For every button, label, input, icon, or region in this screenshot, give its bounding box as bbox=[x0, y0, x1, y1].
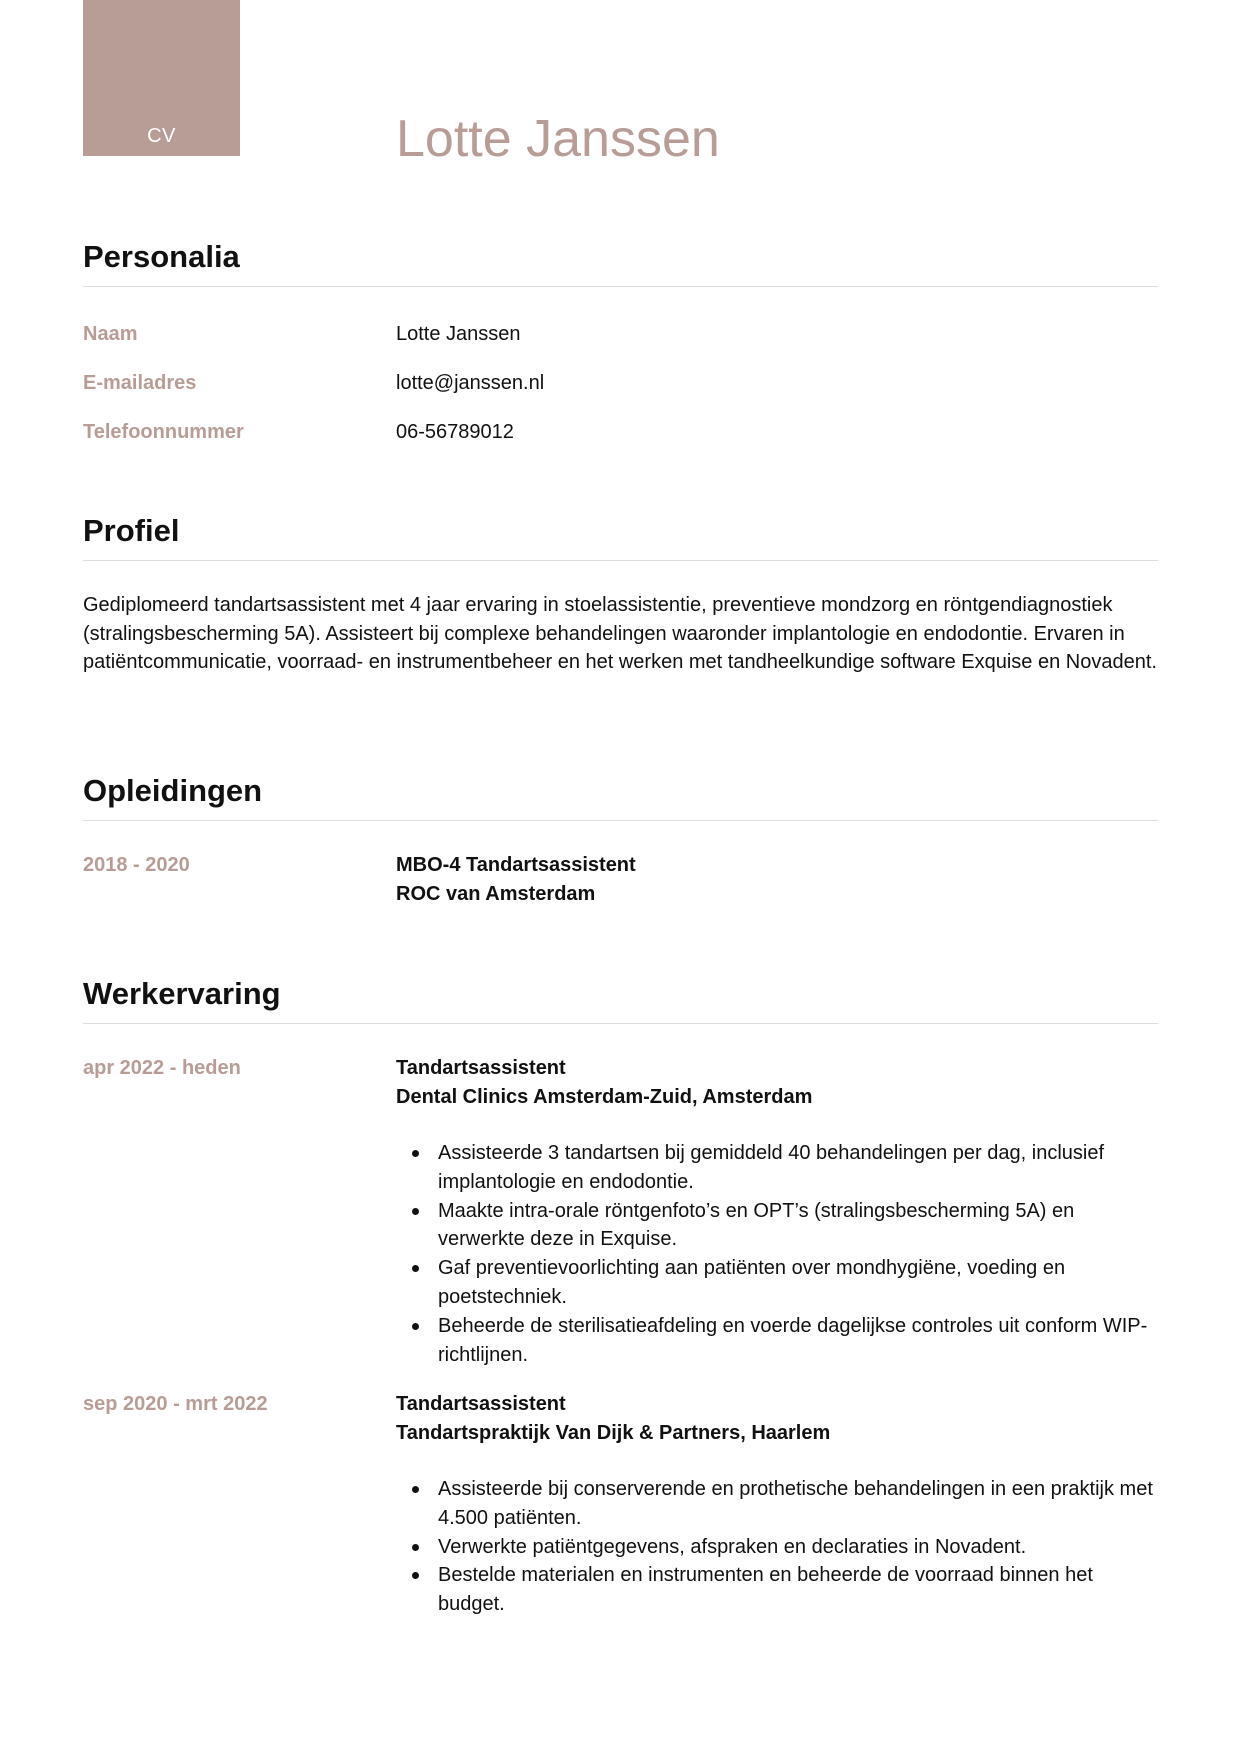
bullet-dot-icon bbox=[412, 1150, 419, 1157]
bullet-text: Assisteerde 3 tandartsen bij gemiddeld 40 behandelingen per dag, inclusief implantologie en endodontie. bbox=[438, 1142, 1105, 1193]
section-profiel bbox=[83, 510, 1158, 710]
field-label: Naam bbox=[83, 323, 138, 345]
bullet-text: Beheerde de sterilisatieafdeling en voerde dagelijkse controles uit conform WIP-richtlijnen. bbox=[438, 1314, 1148, 1366]
work-period: sep 2020 - mrt 2022 bbox=[83, 1393, 268, 1415]
bullet-dot-icon bbox=[412, 1486, 419, 1493]
education-period: 2018 - 2020 bbox=[83, 854, 190, 876]
list-item bbox=[396, 1475, 1158, 1533]
list-item bbox=[396, 1533, 1158, 1562]
section-divider bbox=[83, 820, 1158, 821]
section-divider bbox=[83, 560, 1158, 561]
list-item bbox=[396, 1197, 1158, 1255]
education-degree: MBO-4 Tandartsassistent bbox=[396, 854, 636, 876]
bullet-dot-icon bbox=[412, 1265, 419, 1272]
list-item bbox=[396, 1139, 1158, 1197]
work-role: Tandartsassistent bbox=[396, 1393, 566, 1415]
list-item bbox=[396, 1254, 1158, 1312]
field-label: Telefoonnummer bbox=[83, 421, 244, 443]
section-title-werkervaring: Werkervaring bbox=[83, 976, 281, 1011]
profile-summary: Gediplomeerd tandartsassistent met 4 jaar ervaring in stoelassistentie, preventieve mondzorg en röntgendiagnostiek (stralingsbescherming 5A). Assisteert bij complexe behandelingen waaronder implantologie en endodontie. Ervaren in patiëntcommunicatie, voorraad- en instrumentbeheer en het werken met tandheelkundige software Exquise en Novadent. bbox=[83, 594, 1157, 673]
work-period: apr 2022 - heden bbox=[83, 1057, 241, 1079]
cv-badge-label: CV bbox=[147, 125, 176, 147]
work-bullet-list bbox=[396, 1139, 1158, 1369]
section-divider bbox=[83, 1023, 1158, 1024]
section-title-profiel: Profiel bbox=[83, 513, 180, 548]
work-details bbox=[396, 1390, 1158, 1619]
bullet-text: Gaf preventievoorlichting aan patiënten over mondhygiëne, voeding en poetstechniek. bbox=[438, 1257, 1066, 1308]
bullet-dot-icon bbox=[412, 1323, 419, 1330]
section-title-opleidingen: Opleidingen bbox=[83, 773, 263, 808]
section-opleidingen bbox=[83, 770, 1158, 920]
field-value: 06-56789012 bbox=[396, 421, 514, 443]
bullet-dot-icon bbox=[412, 1208, 419, 1215]
bullet-text: Assisteerde bij conserverende en prothetische behandelingen in een praktijk met 4.500 patiënten. bbox=[438, 1478, 1153, 1529]
field-value: lotte@janssen.nl bbox=[396, 372, 545, 394]
bullet-text: Bestelde materialen en instrumenten en beheerde de voorraad binnen het budget. bbox=[438, 1564, 1093, 1616]
bullet-text: Verwerkte patiëntgegevens, afspraken en declaraties in Novadent. bbox=[438, 1535, 1027, 1558]
education-details bbox=[396, 851, 1158, 908]
work-employer: Tandartspraktijk Van Dijk & Partners, Haarlem bbox=[396, 1421, 831, 1444]
work-bullet-list bbox=[396, 1475, 1158, 1619]
bullet-dot-icon bbox=[412, 1544, 419, 1551]
list-item bbox=[396, 1312, 1158, 1370]
section-title-personalia: Personalia bbox=[83, 239, 240, 274]
bullet-text: Maakte intra-orale röntgenfoto’s en OPT’s (stralingsbescherming 5A) en verwerkte deze in Exquise. bbox=[438, 1199, 1075, 1251]
candidate-name-title: Lotte Janssen bbox=[396, 110, 720, 168]
cv-badge bbox=[83, 0, 240, 156]
education-school: ROC van Amsterdam bbox=[396, 882, 596, 905]
bullet-dot-icon bbox=[412, 1572, 419, 1579]
section-divider bbox=[83, 286, 1158, 287]
field-label: E-mailadres bbox=[83, 372, 197, 394]
list-item bbox=[396, 1561, 1158, 1619]
work-details bbox=[396, 1054, 1158, 1369]
section-personalia bbox=[83, 236, 1158, 456]
field-value: Lotte Janssen bbox=[396, 323, 521, 345]
work-role: Tandartsassistent bbox=[396, 1057, 566, 1079]
work-employer: Dental Clinics Amsterdam-Zuid, Amsterdam bbox=[396, 1085, 813, 1108]
section-werkervaring bbox=[83, 973, 1158, 1693]
